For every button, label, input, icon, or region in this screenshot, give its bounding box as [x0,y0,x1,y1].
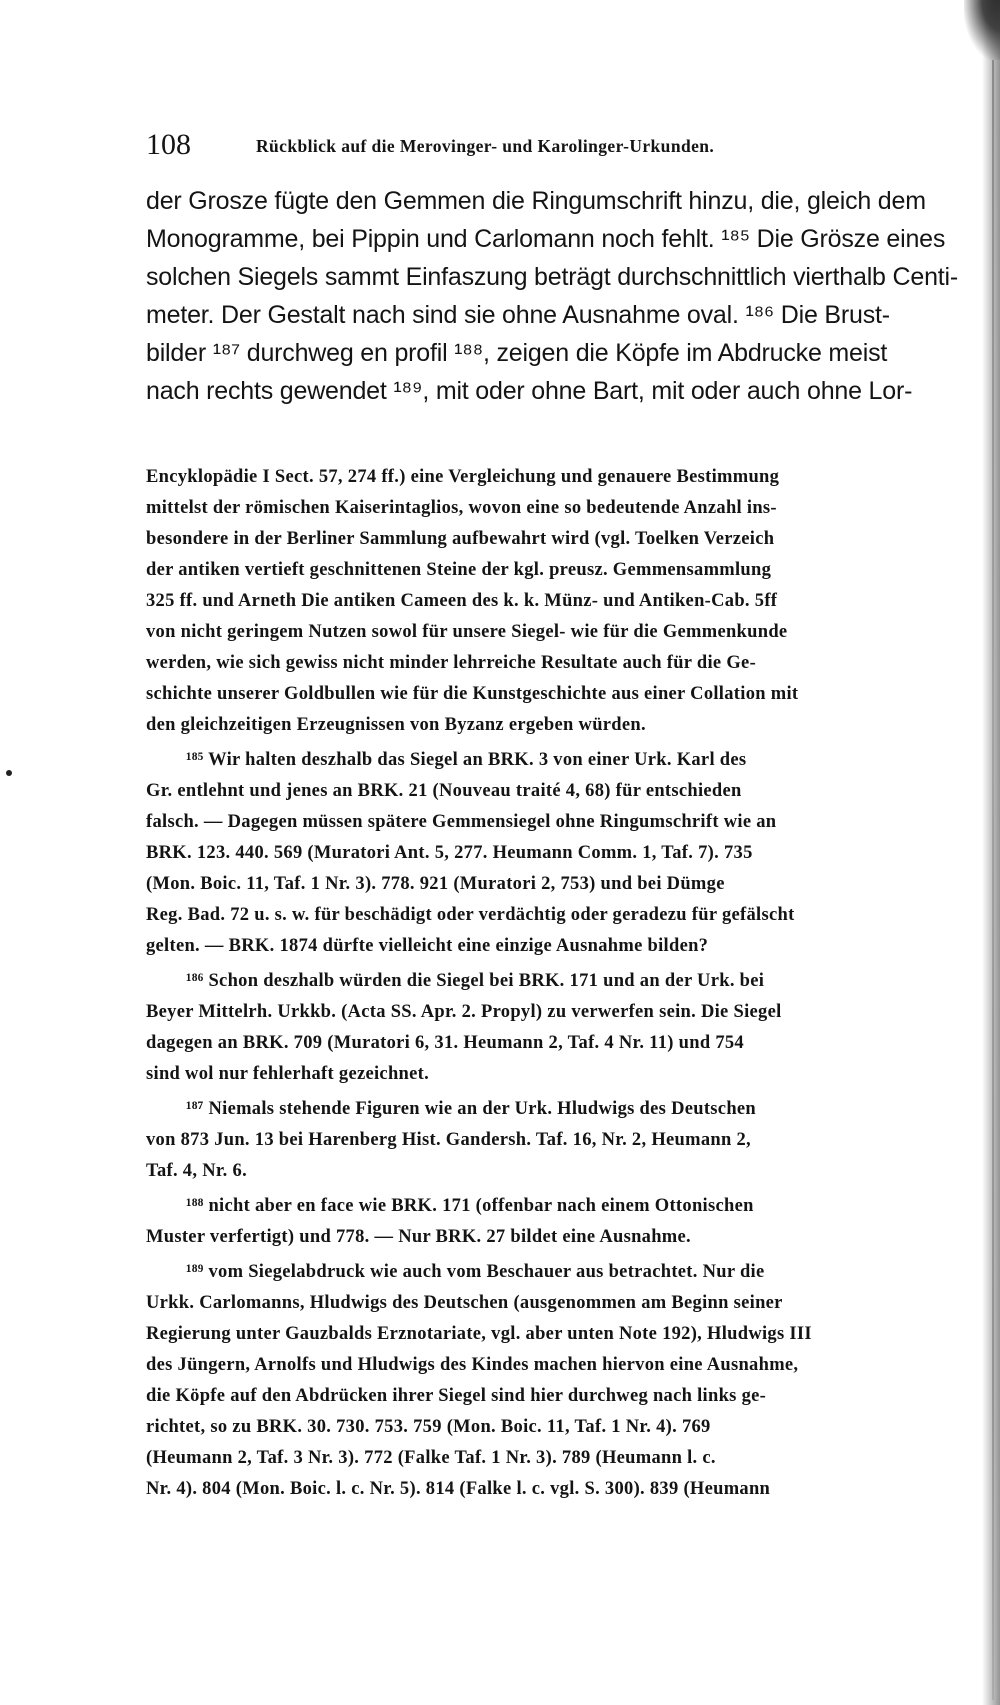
page-edge-shadow [982,0,1000,1705]
body-line: bilder ¹⁸⁷ durchweg en profil ¹⁸⁸, zeigen die Köpfe im Abdrucke meist [146,339,888,367]
body-line: solchen Siegels sammt Einfaszung beträgt durchschnittlich vierthalb Centi- [146,263,958,291]
footnote-187 [146,1094,976,1187]
footnote-line: mittelst der römischen Kaiserintaglios, wovon eine so bedeutende Anzahl ins- [146,498,777,518]
footnote-line: ¹⁸⁷ Niemals stehende Figuren wie an der Urk. Hludwigs des Deutschen [186,1099,757,1119]
footnote-line: 325 ff. und Arneth Die antiken Cameen des k. k. Münz- und Antiken-Cab. 5ff [146,591,778,611]
body-line: Monogramme, bei Pippin und Carlomann noch fehlt. ¹⁸⁵ Die Grösze eines [146,225,946,253]
page-header [146,127,886,167]
ink-speck [6,770,12,776]
footnotes [146,462,976,1505]
footnote-line: Reg. Bad. 72 u. s. w. für beschädigt oder verdächtig oder geradezu für gefälscht [146,905,795,925]
footnote-line: falsch. — Dagegen müssen spätere Gemmensiegel ohne Ringumschrift wie an [146,812,777,832]
main-body-text [146,182,956,410]
footnote-line: dagegen an BRK. 709 (Muratori 6, 31. Heumann 2, Taf. 4 Nr. 11) und 754 [146,1033,744,1053]
footnote-line: den gleichzeitigen Erzeugnissen von Byzanz ergeben würden. [146,715,646,735]
footnote-line: gelten. — BRK. 1874 dürfte vielleicht eine einzige Ausnahme bilden? [146,936,709,956]
footnote-185 [146,745,976,962]
footnote-line: Urkk. Carlomanns, Hludwigs des Deutschen (ausgenommen am Beginn seiner [146,1293,783,1313]
footnote-line: von 873 Jun. 13 bei Harenberg Hist. Gandersh. Taf. 16, Nr. 2, Heumann 2, [146,1130,751,1150]
footnote-line: werden, wie sich gewiss nicht minder lehrreiche Resultate auch für die Ge- [146,653,757,673]
body-line: nach rechts gewendet ¹⁸⁹, mit oder ohne Bart, mit oder auch ohne Lor- [146,377,913,405]
footnote-186 [146,966,976,1090]
footnote-line: BRK. 123. 440. 569 (Muratori Ant. 5, 277. Heumann Comm. 1, Taf. 7). 735 [146,843,753,863]
footnote-line: der antiken vertieft geschnittenen Steine der kgl. preusz. Gemmensammlung [146,560,772,580]
footnote-line: von nicht geringem Nutzen sowol für unsere Siegel- wie für die Gemmenkunde [146,622,788,642]
footnote-line: Muster verfertigt) und 778. — Nur BRK. 27 bildet eine Ausnahme. [146,1227,691,1247]
footnote-line: besondere in der Berliner Sammlung aufbewahrt wird (vgl. Toelken Verzeich [146,529,775,549]
footnote-line: schichte unserer Goldbullen wie für die Kunstgeschichte aus einer Collation mit [146,684,799,704]
footnote-189 [146,1257,976,1505]
page-edge-line [992,60,994,1700]
footnote-line: Beyer Mittelrh. Urkkb. (Acta SS. Apr. 2. Propyl) zu verwerfen sein. Die Siegel [146,1002,782,1022]
footnote-line: Encyklopädie I Sect. 57, 274 ff.) eine Vergleichung und genauere Bestimmung [146,467,780,487]
footnote-line: ¹⁸⁸ nicht aber en face wie BRK. 171 (offenbar nach einem Ottonischen [186,1196,754,1216]
footnote-continuation [146,462,976,741]
footnote-line: (Mon. Boic. 11, Taf. 1 Nr. 3). 778. 921 (Muratori 2, 753) und bei Dümge [146,874,725,894]
footnote-line: des Jüngern, Arnolfs und Hludwigs des Kindes machen hiervon eine Ausnahme, [146,1355,799,1375]
page-number: 108 [146,128,191,161]
footnote-line: die Köpfe auf den Abdrücken ihrer Siegel sind hier durchweg nach links ge- [146,1386,767,1406]
running-head: Rückblick auf die Merovinger- und Karolinger-Urkunden. [256,136,715,156]
footnote-line: sind wol nur fehlerhaft gezeichnet. [146,1064,430,1084]
footnote-line: ¹⁸⁵ Wir halten deszhalb das Siegel an BRK. 3 von einer Urk. Karl des [186,750,747,770]
footnote-line: richtet, so zu BRK. 30. 730. 753. 759 (Mon. Boic. 11, Taf. 1 Nr. 4). 769 [146,1417,711,1437]
footnote-line: ¹⁸⁶ Schon deszhalb würden die Siegel bei BRK. 171 und an der Urk. bei [186,971,765,991]
footnote-line: Nr. 4). 804 (Mon. Boic. l. c. Nr. 5). 814 (Falke l. c. vgl. S. 300). 839 (Heumann [146,1479,771,1499]
footnote-line: (Heumann 2, Taf. 3 Nr. 3). 772 (Falke Taf. 1 Nr. 3). 789 (Heumann l. c. [146,1448,716,1468]
footnote-line: ¹⁸⁹ vom Siegelabdruck wie auch vom Beschauer aus betrachtet. Nur die [186,1262,765,1282]
footnote-line: Taf. 4, Nr. 6. [146,1161,247,1181]
body-line: der Grosze fügte den Gemmen die Ringumschrift hinzu, die, gleich dem [146,187,926,215]
footnote-188 [146,1191,976,1253]
body-line: meter. Der Gestalt nach sind sie ohne Ausnahme oval. ¹⁸⁶ Die Brust- [146,301,890,329]
footnote-line: Gr. entlehnt und jenes an BRK. 21 (Nouveau traité 4, 68) für entschieden [146,781,742,801]
footnote-line: Regierung unter Gauzbalds Erznotariate, vgl. aber unten Note 192), Hludwigs III [146,1324,812,1344]
